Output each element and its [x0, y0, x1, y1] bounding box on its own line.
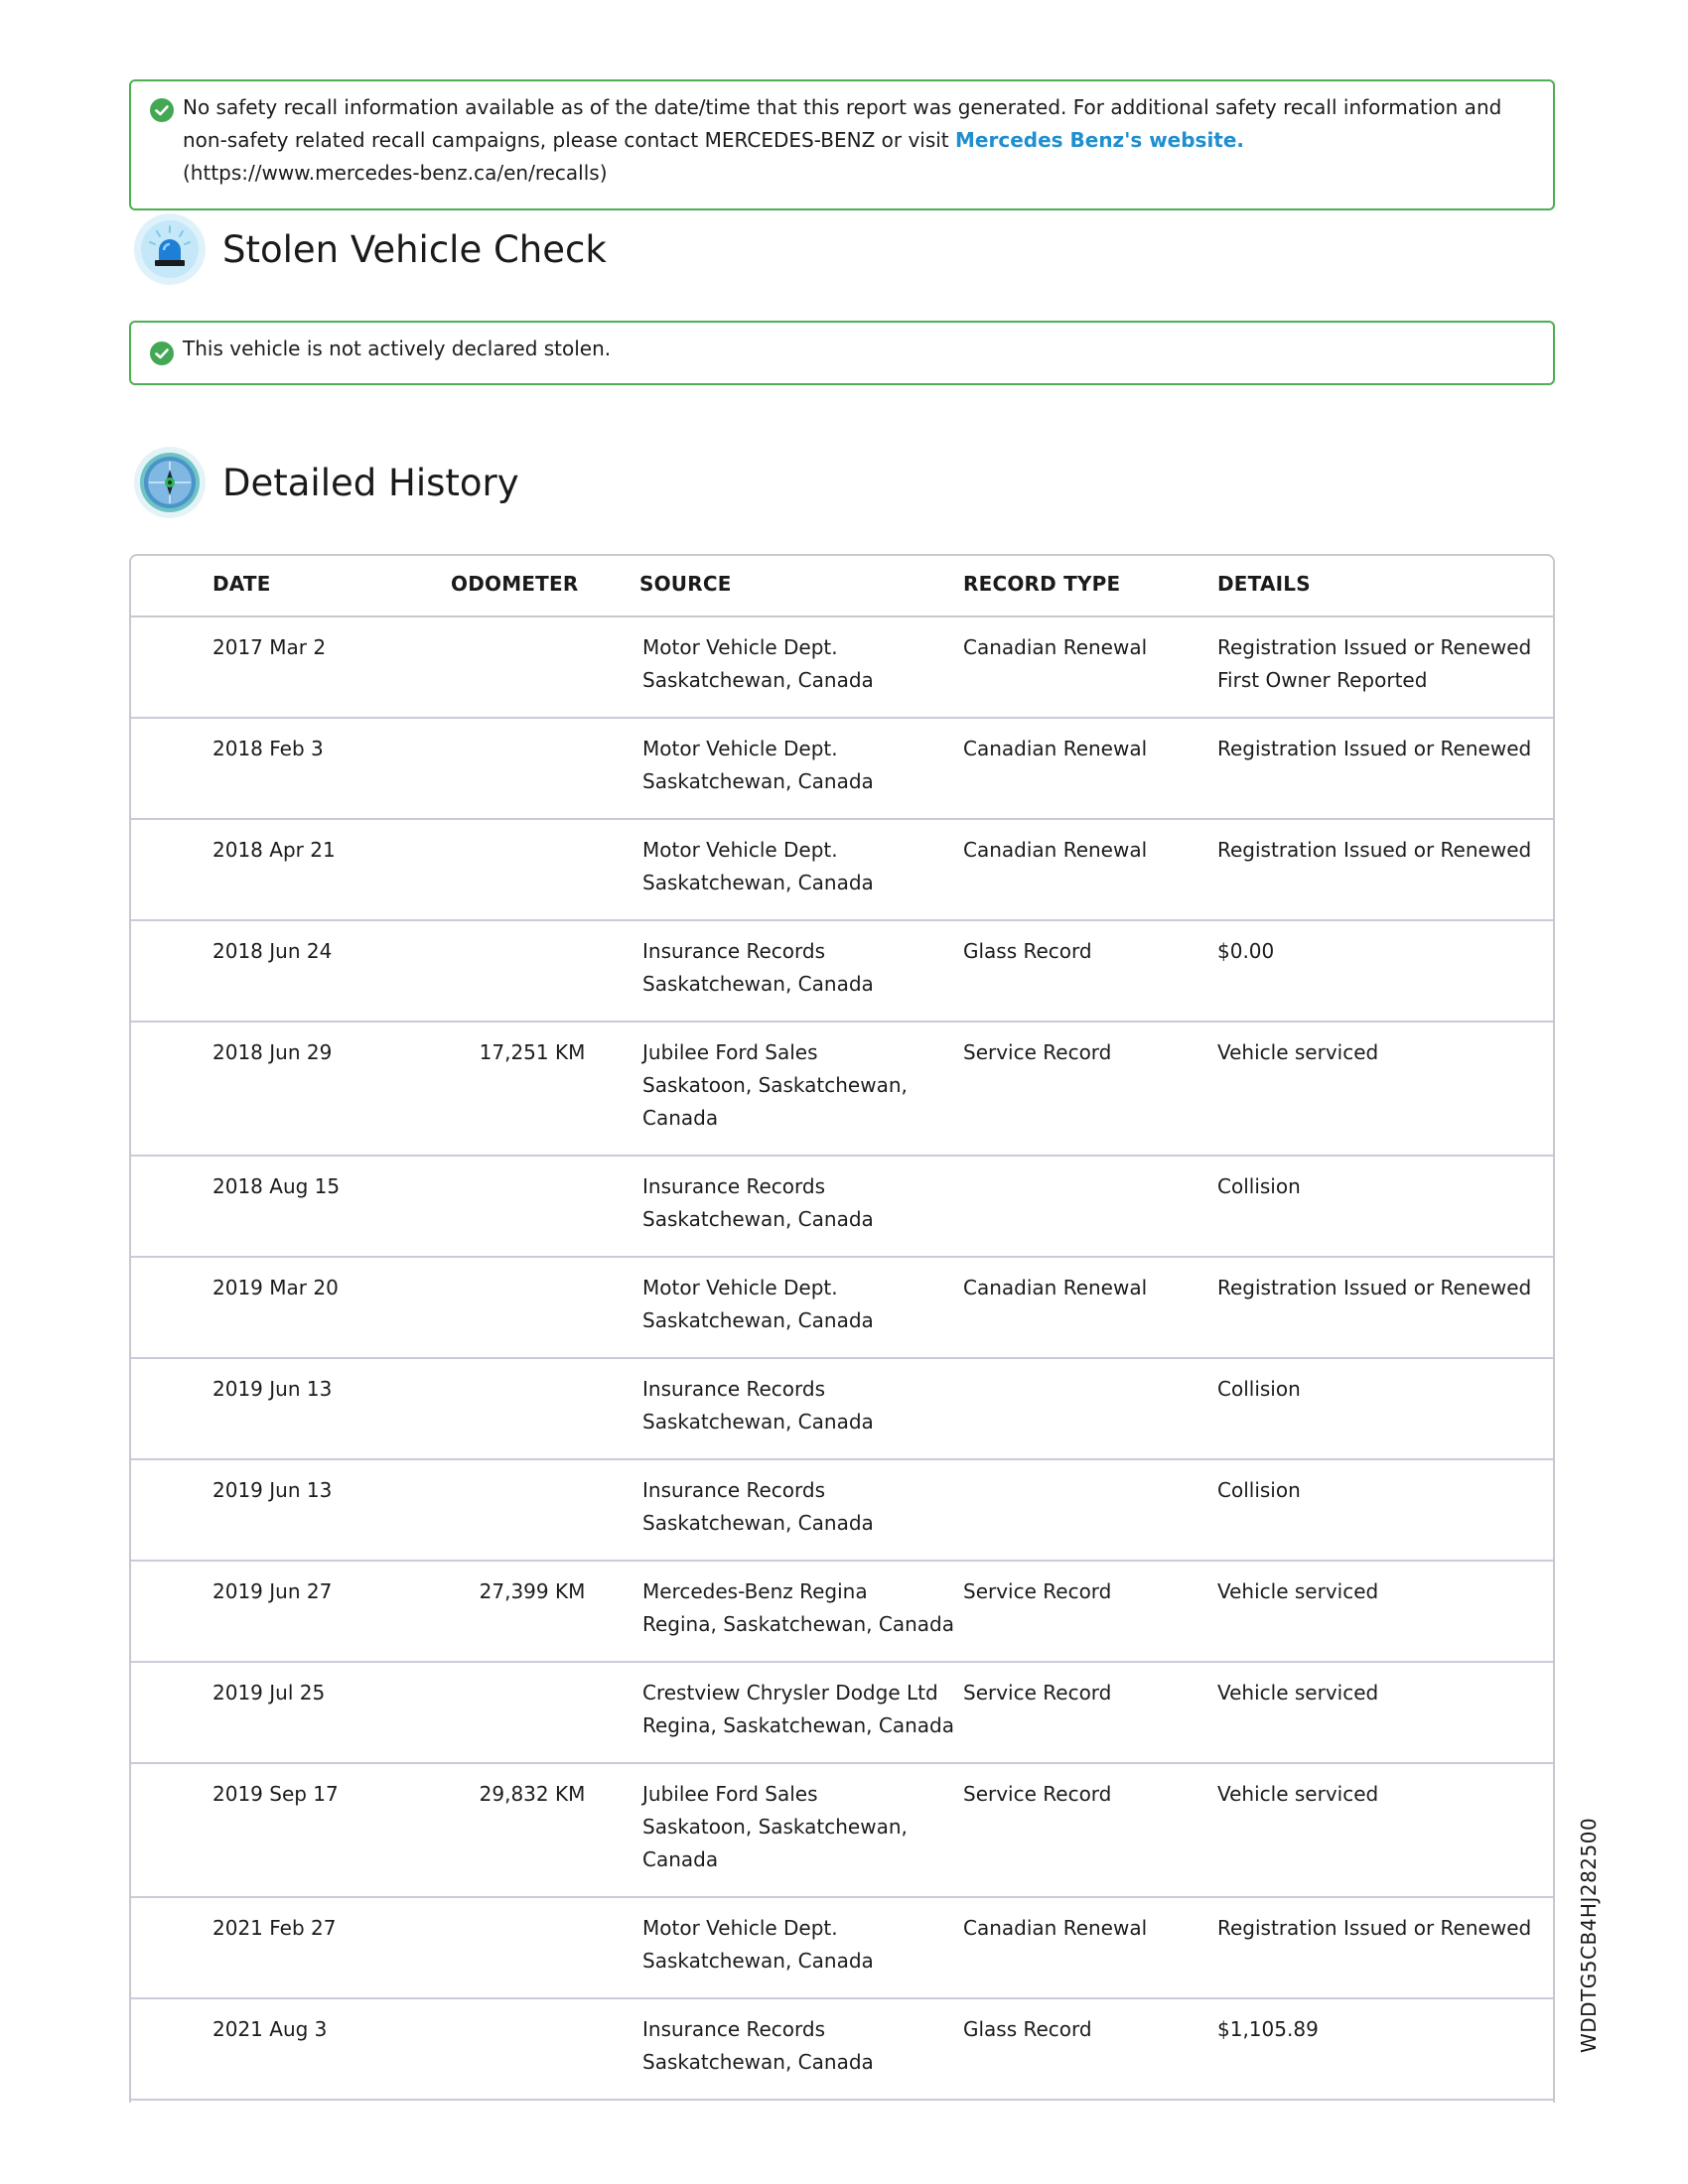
cell-record-type-line: Service Record	[963, 1681, 1112, 1705]
cell-details-line: Vehicle serviced	[1217, 1040, 1379, 1064]
table-header	[131, 556, 1553, 617]
cell-details	[1217, 1036, 1378, 1069]
detailed-history-title: Detailed History	[222, 461, 519, 504]
cell-date	[212, 2013, 327, 2046]
cell-details	[1217, 1474, 1301, 1507]
cell-odometer-line: 17,251 KM	[479, 1040, 586, 1064]
cell-details	[1217, 1373, 1301, 1406]
cell-record-type-line: Service Record	[963, 1782, 1112, 1806]
cell-record-type-line: Service Record	[963, 1579, 1112, 1603]
siren-icon	[133, 212, 207, 286]
cell-record-type	[963, 935, 1092, 968]
cell-record-type	[963, 834, 1147, 867]
cell-details-line: Collision	[1217, 1478, 1301, 1502]
cell-details	[1217, 2013, 1319, 2046]
table-row	[131, 921, 1553, 1023]
cell-source	[642, 733, 970, 798]
check-circle-icon	[150, 341, 174, 365]
cell-source-line: Insurance Records	[642, 1174, 826, 1198]
table-row	[131, 1663, 1553, 1764]
cell-date	[212, 1677, 325, 1709]
cell-date-line: 2019 Jun 13	[212, 1377, 333, 1401]
stolen-vehicle-section-header	[133, 210, 607, 288]
recall-url-text: (https://www.mercedes-benz.ca/en/recalls)	[183, 161, 608, 185]
cell-details	[1217, 834, 1531, 867]
header-source: SOURCE	[639, 572, 732, 596]
cell-details-line: Vehicle serviced	[1217, 1681, 1379, 1705]
cell-source-line: Saskatchewan, Canada	[642, 1207, 874, 1231]
detailed-history-section-header	[133, 444, 519, 521]
cell-source-line: Insurance Records	[642, 1377, 826, 1401]
table-row	[131, 1258, 1553, 1359]
table-row	[131, 1460, 1553, 1562]
cell-source	[642, 1474, 970, 1540]
table-row	[131, 1898, 1553, 1999]
cell-source-line: Saskatchewan, Canada	[642, 871, 874, 894]
table-row	[131, 1359, 1553, 1460]
table-body	[131, 617, 1553, 2101]
cell-date	[212, 834, 336, 867]
cell-odometer-line: 29,832 KM	[479, 1782, 586, 1806]
history-table	[129, 554, 1555, 2103]
stolen-notice	[129, 321, 1555, 385]
recall-notice	[129, 79, 1555, 210]
cell-record-type	[963, 631, 1147, 664]
cell-record-type-line: Service Record	[963, 1040, 1112, 1064]
cell-record-type	[963, 1677, 1111, 1709]
table-row	[131, 719, 1553, 820]
cell-details-line: Registration Issued or Renewed	[1217, 635, 1532, 659]
cell-source-line: Saskatoon, Saskatchewan,	[642, 1815, 908, 1839]
cell-odometer	[459, 1778, 606, 1811]
cell-record-type-line: Canadian Renewal	[963, 838, 1148, 862]
cell-record-type	[963, 1912, 1147, 1945]
cell-record-type-line: Canadian Renewal	[963, 635, 1148, 659]
cell-source-line: Motor Vehicle Dept.	[642, 737, 838, 760]
header-odometer: ODOMETER	[451, 572, 579, 596]
cell-source-line: Canada	[642, 1847, 719, 1871]
cell-date-line: 2019 Sep 17	[212, 1782, 339, 1806]
cell-date-line: 2017 Mar 2	[212, 635, 327, 659]
cell-record-type	[963, 1575, 1111, 1608]
cell-source-line: Saskatchewan, Canada	[642, 2050, 874, 2074]
cell-source	[642, 1170, 970, 1236]
cell-source-line: Mercedes-Benz Regina	[642, 1579, 868, 1603]
cell-date	[212, 733, 324, 765]
cell-record-type	[963, 733, 1147, 765]
cell-details	[1217, 1912, 1531, 1945]
cell-source-line: Saskatchewan, Canada	[642, 1949, 874, 1973]
table-row	[131, 1999, 1553, 2101]
cell-date-line: 2018 Apr 21	[212, 838, 336, 862]
cell-source-line: Jubilee Ford Sales	[642, 1040, 818, 1064]
cell-date	[212, 1272, 339, 1304]
cell-source	[642, 1677, 970, 1742]
cell-date-line: 2021 Aug 3	[212, 2017, 328, 2041]
cell-source-line: Saskatchewan, Canada	[642, 1308, 874, 1332]
cell-source-line: Saskatchewan, Canada	[642, 668, 874, 692]
cell-source-line: Saskatchewan, Canada	[642, 972, 874, 996]
cell-source-line: Insurance Records	[642, 939, 826, 963]
cell-source	[642, 1036, 970, 1135]
cell-date-line: 2018 Jun 24	[212, 939, 333, 963]
cell-record-type	[963, 1036, 1111, 1069]
cell-source	[642, 1912, 970, 1978]
cell-source-line: Crestview Chrysler Dodge Ltd	[642, 1681, 938, 1705]
cell-odometer-line: 27,399 KM	[479, 1579, 586, 1603]
stolen-vehicle-title: Stolen Vehicle Check	[222, 227, 607, 271]
cell-date	[212, 1170, 340, 1203]
cell-date	[212, 1912, 336, 1945]
cell-details-line: Collision	[1217, 1174, 1301, 1198]
cell-source-line: Insurance Records	[642, 2017, 826, 2041]
cell-source	[642, 2013, 970, 2079]
cell-source-line: Saskatchewan, Canada	[642, 1511, 874, 1535]
cell-date	[212, 1036, 332, 1069]
cell-date-line: 2019 Mar 20	[212, 1276, 339, 1299]
cell-source	[642, 935, 970, 1001]
table-row	[131, 1764, 1553, 1898]
cell-record-type	[963, 2013, 1092, 2046]
cell-details-line: Registration Issued or Renewed	[1217, 1916, 1532, 1940]
recall-notice-text: No safety recall information available as of the date/time that this report was generated. For additional safety recall information and non-safety related recall campaigns, please contact MERCEDES-BENZ or visit	[183, 95, 1502, 152]
cell-date	[212, 1373, 332, 1406]
cell-details	[1217, 935, 1274, 968]
cell-details-line: Vehicle serviced	[1217, 1579, 1379, 1603]
cell-details-line: Vehicle serviced	[1217, 1782, 1379, 1806]
cell-details	[1217, 631, 1531, 697]
cell-date-line: 2018 Feb 3	[212, 737, 324, 760]
cell-details-line: Collision	[1217, 1377, 1301, 1401]
cell-date-line: 2019 Jun 13	[212, 1478, 333, 1502]
check-circle-icon	[150, 98, 174, 122]
cell-source	[642, 834, 970, 899]
table-row	[131, 1157, 1553, 1258]
cell-date-line: 2019 Jul 25	[212, 1681, 326, 1705]
cell-record-type	[963, 1272, 1147, 1304]
cell-odometer	[459, 1036, 606, 1069]
cell-details	[1217, 1677, 1378, 1709]
cell-source-line: Canada	[642, 1106, 719, 1130]
cell-source	[642, 1778, 970, 1876]
header-details: DETAILS	[1217, 572, 1311, 596]
cell-source-line: Motor Vehicle Dept.	[642, 838, 838, 862]
cell-source	[642, 1575, 970, 1641]
cell-source-line: Saskatoon, Saskatchewan,	[642, 1073, 908, 1097]
cell-record-type-line: Glass Record	[963, 2017, 1092, 2041]
mercedes-website-link[interactable]: Mercedes Benz's website.	[955, 128, 1245, 152]
cell-record-type-line: Canadian Renewal	[963, 1916, 1148, 1940]
cell-details-line: $0.00	[1217, 939, 1275, 963]
table-row	[131, 1562, 1553, 1663]
cell-source-line: Saskatchewan, Canada	[642, 769, 874, 793]
cell-source	[642, 631, 970, 697]
cell-date-line: 2018 Jun 29	[212, 1040, 333, 1064]
cell-details	[1217, 733, 1531, 765]
cell-source-line: Saskatchewan, Canada	[642, 1410, 874, 1433]
cell-date-line: 2021 Feb 27	[212, 1916, 337, 1940]
cell-details	[1217, 1170, 1301, 1203]
cell-source-line: Insurance Records	[642, 1478, 826, 1502]
table-row	[131, 617, 1553, 719]
compass-icon	[133, 446, 207, 519]
cell-details	[1217, 1778, 1378, 1811]
cell-record-type-line: Glass Record	[963, 939, 1092, 963]
cell-source-line: Regina, Saskatchewan, Canada	[642, 1612, 954, 1636]
cell-details-line: Registration Issued or Renewed	[1217, 1276, 1532, 1299]
cell-odometer	[459, 1575, 606, 1608]
cell-record-type	[963, 1778, 1111, 1811]
cell-record-type-line: Canadian Renewal	[963, 737, 1148, 760]
cell-source	[642, 1373, 970, 1438]
cell-date	[212, 1575, 332, 1608]
cell-date	[212, 631, 326, 664]
cell-date-line: 2019 Jun 27	[212, 1579, 333, 1603]
cell-details	[1217, 1575, 1378, 1608]
cell-date	[212, 1778, 339, 1811]
cell-source-line: Motor Vehicle Dept.	[642, 635, 838, 659]
cell-details-line: First Owner Reported	[1217, 668, 1428, 692]
table-row	[131, 1023, 1553, 1157]
cell-details	[1217, 1272, 1531, 1304]
cell-date	[212, 1474, 332, 1507]
cell-source	[642, 1272, 970, 1337]
vin-side-label: WDDTG5CB4HJ282500	[1577, 1817, 1601, 2053]
stolen-notice-text: This vehicle is not actively declared stolen.	[183, 337, 612, 360]
cell-source-line: Motor Vehicle Dept.	[642, 1276, 838, 1299]
cell-details-line: Registration Issued or Renewed	[1217, 838, 1532, 862]
cell-source-line: Motor Vehicle Dept.	[642, 1916, 838, 1940]
cell-source-line: Regina, Saskatchewan, Canada	[642, 1713, 954, 1737]
table-row	[131, 820, 1553, 921]
cell-date	[212, 935, 332, 968]
cell-record-type-line: Canadian Renewal	[963, 1276, 1148, 1299]
header-record-type: RECORD TYPE	[963, 572, 1121, 596]
cell-source-line: Jubilee Ford Sales	[642, 1782, 818, 1806]
header-date: DATE	[212, 572, 271, 596]
cell-details-line: Registration Issued or Renewed	[1217, 737, 1532, 760]
cell-date-line: 2018 Aug 15	[212, 1174, 341, 1198]
cell-details-line: $1,105.89	[1217, 2017, 1319, 2041]
